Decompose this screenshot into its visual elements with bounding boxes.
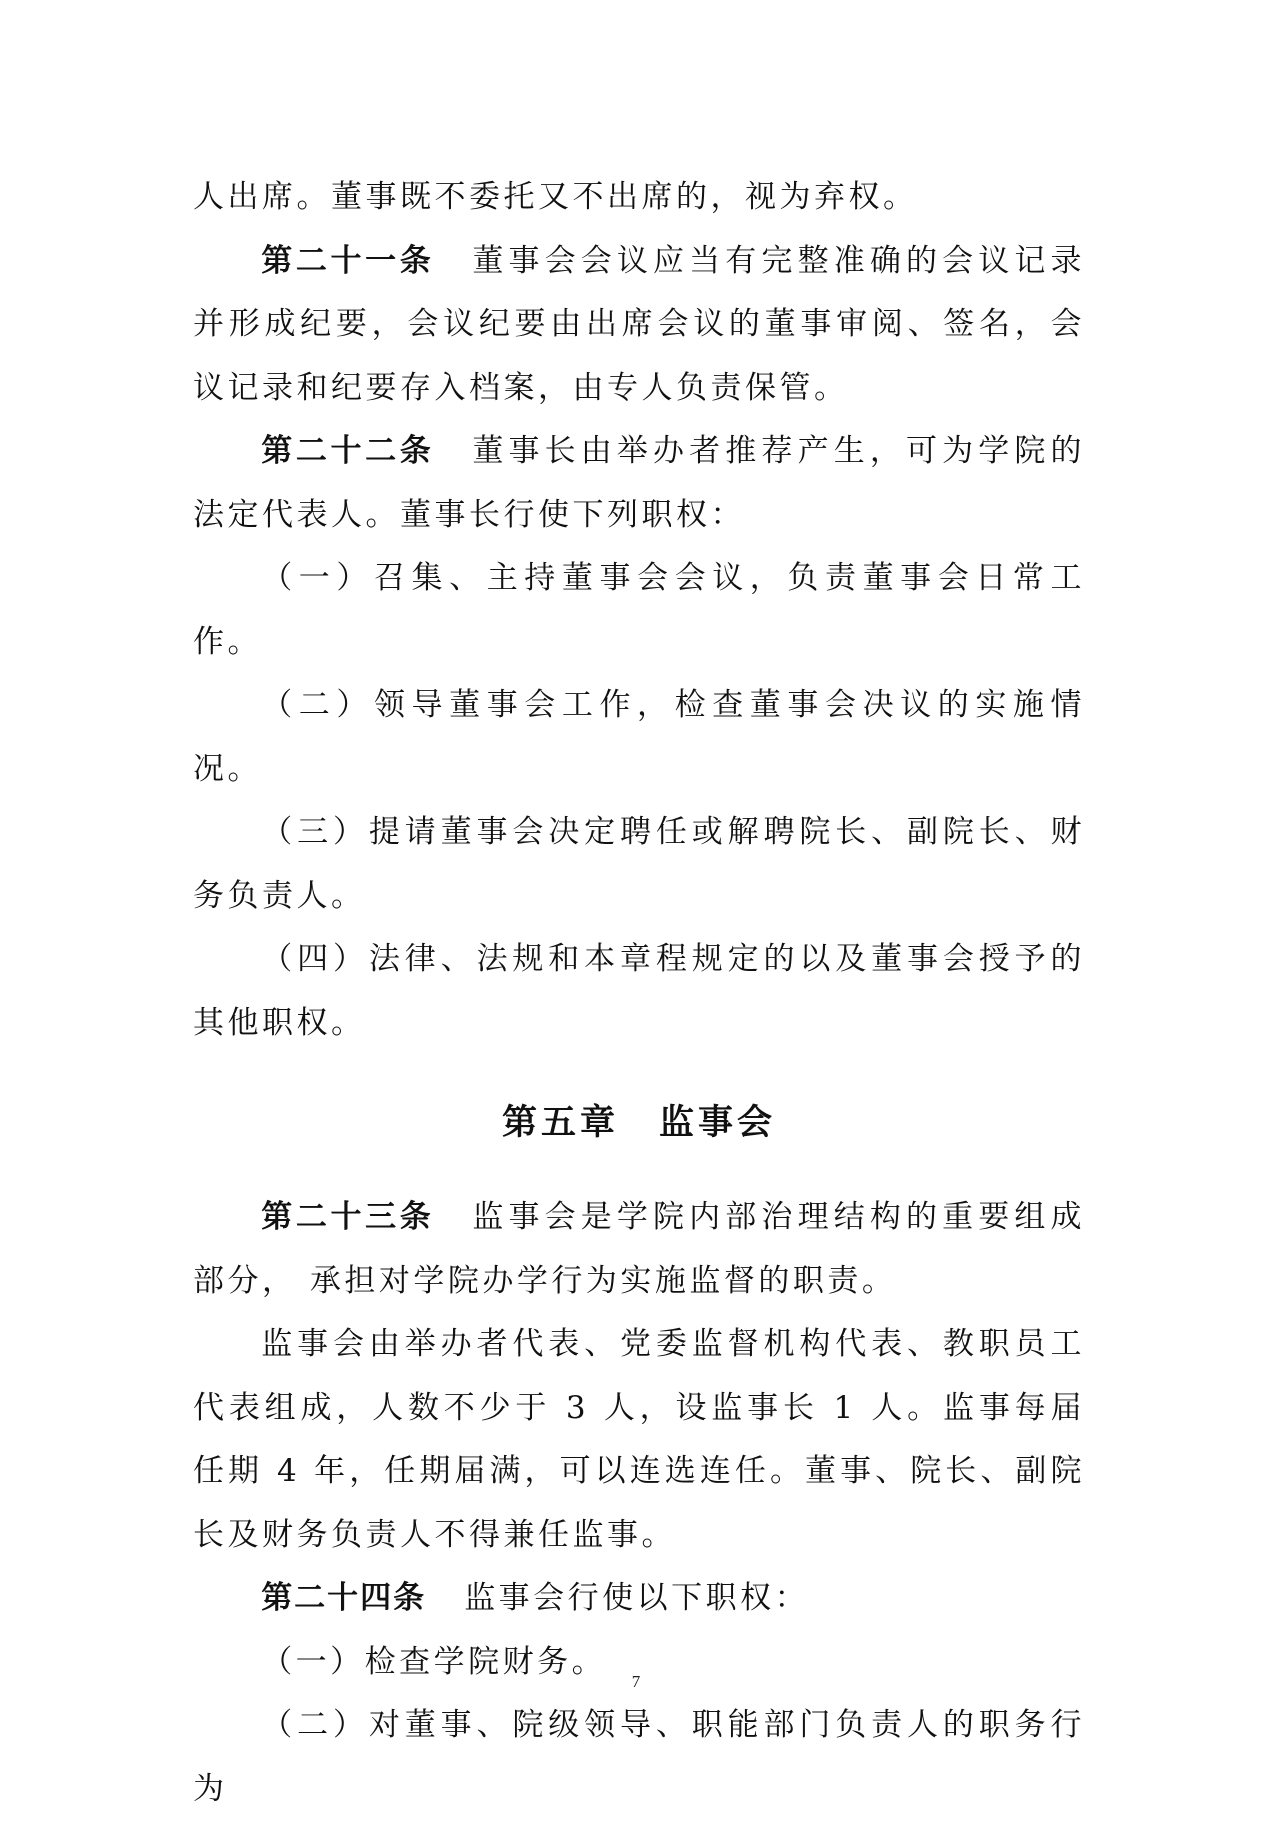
list-item — [193, 1694, 1085, 1821]
list-item — [193, 801, 1085, 928]
article-label: 第二十三条 — [261, 1199, 435, 1235]
list-item — [193, 928, 1085, 1055]
list-item-text: （四）法律、法规和本章程规定的以及董事会授予的其他职权。 — [193, 941, 1085, 1041]
article-23 — [193, 1186, 1085, 1313]
article-text: 监事会是学院内部治理结构的重要组成部分， 承担对学院办学行为实施监督的职责。 — [193, 1199, 1086, 1299]
list-item-text: （一）召集、主持董事会会议，负责董事会日常工作。 — [193, 560, 1085, 660]
article-label: 第二十二条 — [261, 433, 435, 469]
list-item-text: （二）对董事、院级领导、职能部门负责人的职务行为 — [193, 1707, 1085, 1807]
article-text: 监事会行使以下职权： — [464, 1580, 810, 1616]
article-24 — [193, 1567, 1085, 1631]
paragraph-text: 人出席。董事既不委托又不出席的，视为弃权。 — [193, 179, 918, 215]
chapter-title: 监事会 — [659, 1103, 777, 1143]
article-22 — [193, 420, 1085, 547]
page-number: 7 — [631, 1672, 641, 1691]
article-21 — [193, 230, 1085, 421]
article-text: 董事长由举办者推荐产生，可为学院的法定代表人。董事长行使下列职权： — [193, 433, 1086, 533]
list-item — [193, 674, 1085, 801]
article-text: 董事会会议应当有完整准确的会议记录并形成纪要，会议纪要由出席会议的董事审阅、签名，会议记录和纪要存入档案，由专人负责保管。 — [193, 242, 1086, 406]
list-item-text: （一）检查学院财务。 — [261, 1643, 607, 1680]
list-item-text: （三）提请董事会决定聘任或解聘院长、副院长、财务负责人。 — [193, 814, 1085, 914]
paragraph-continuation — [193, 166, 1085, 230]
list-item — [193, 547, 1085, 674]
document-body — [193, 166, 1085, 1821]
chapter-heading — [193, 1093, 1085, 1153]
article-label: 第二十一条 — [261, 242, 435, 279]
list-item-text: （二）领导董事会工作，检查董事会决议的实施情况。 — [193, 687, 1085, 787]
article-label: 第二十四条 — [261, 1580, 427, 1616]
chapter-number: 第五章 — [501, 1103, 619, 1143]
paragraph-text: 监事会由举办者代表、党委监督机构代表、教职员工代表组成，人数不少于 3 人，设监事长 1 人。监事每届任期 4 年，任期届满，可以连选连任。董事、院长、副院长及财务负责人不得兼任监事。 — [193, 1326, 1085, 1553]
paragraph — [193, 1313, 1085, 1567]
